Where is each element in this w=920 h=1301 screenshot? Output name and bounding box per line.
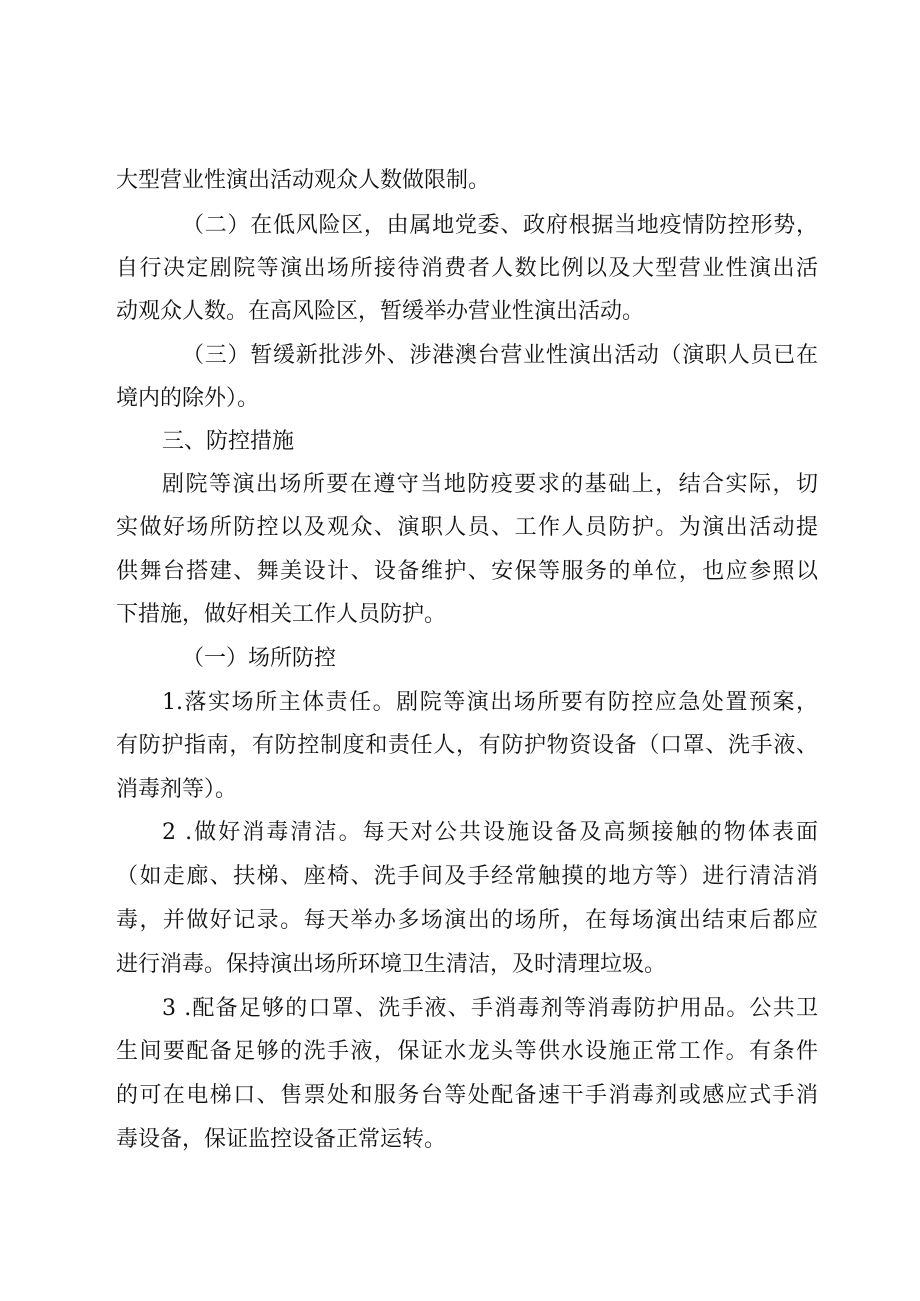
paragraph-line: 1.落实场所主体责任。剧院等演出场所要有防控应急处置预案，	[162, 690, 818, 715]
paragraph-line: 毒，并做好记录。每天举办多场演出的场所，在每场演出结束后都应	[116, 908, 818, 933]
paragraph-line: 2 .做好消毒清洁。每天对公共设施设备及高频接触的物体表面	[162, 820, 818, 845]
paragraph-line: 生间要配备足够的洗手液，保证水龙头等供水设施正常工作。有条件	[116, 1039, 818, 1064]
paragraph-line: 境内的除外）。	[116, 386, 260, 411]
paragraph-line: 消毒剂等）。	[116, 777, 238, 802]
paragraph-line: （三）暂缓新批涉外、涉港澳台营业性演出活动（演职人员已在	[182, 343, 818, 368]
paragraph-line: 下措施，做好相关工作人员防护。	[116, 602, 447, 627]
paragraph-line: 3 .配备足够的口罩、洗手液、手消毒剂等消毒防护用品。公共卫	[162, 996, 818, 1021]
paragraph-line: 实做好场所防控以及观众、演职人员、工作人员防护。为演出活动提	[116, 515, 818, 540]
paragraph-line: 自行决定剧院等演出场所接待消费者人数比例以及大型营业性演出活	[116, 256, 818, 281]
paragraph-line: 剧院等演出场所要在遵守当地防疫要求的基础上，结合实际，切	[162, 472, 818, 497]
paragraph-line: 进行消毒。保持演出场所环境卫生清洁，及时清理垃圾。	[116, 952, 667, 977]
paragraph-line: 的可在电梯口、售票处和服务台等处配备速干手消毒剂或感应式手消	[116, 1083, 818, 1108]
paragraph-line: （如走廊、扶梯、座椅、洗手间及手经常触摸的地方等）进行清洁消	[116, 864, 818, 889]
paragraph-line: 有防护指南，有防控制度和责任人，有防护物资设备（口罩、洗手液、	[116, 733, 818, 758]
paragraph-line: 供舞台搭建、舞美设计、设备维护、安保等服务的单位，也应参照以	[116, 559, 818, 584]
subsection-heading: （一）场所防控	[182, 646, 337, 671]
paragraph-line: 动观众人数。在高风险区，暂缓举办营业性演出活动。	[116, 299, 645, 324]
paragraph-line: 大型营业性演出活动观众人数做限制。	[116, 168, 491, 193]
paragraph-line: （二）在低风险区，由属地党委、政府根据当地疫情防控形势，	[182, 213, 818, 238]
paragraph-line: 毒设备，保证监控设备正常运转。	[116, 1127, 447, 1152]
section-heading: 三、防控措施	[162, 429, 295, 454]
